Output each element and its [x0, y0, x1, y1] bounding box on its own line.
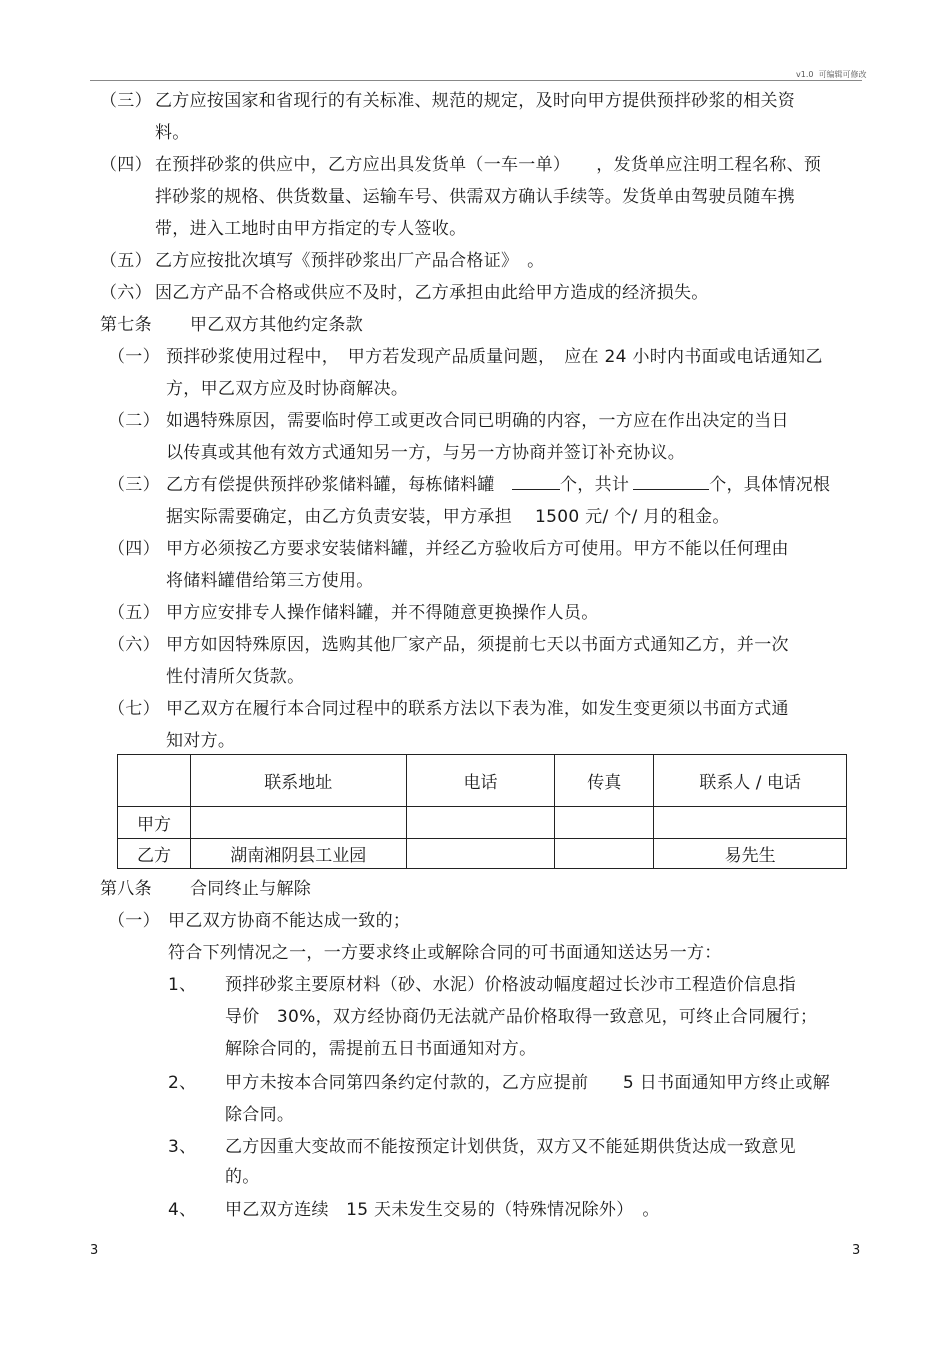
table-cell — [190, 807, 406, 839]
clause-text: 如遇特殊原因，需要临时停工或更改合同已明确的内容，一方应在作出决定的当日 — [166, 411, 789, 431]
clause-text: 带，进入工地时由甲方指定的专人签收。 — [155, 219, 467, 239]
article-title: 甲乙双方其他约定条款 — [190, 315, 363, 335]
clause-text: 因乙方产品不合格或供应不及时，乙方承担由此给甲方造成的经济损失。 — [155, 283, 709, 303]
item-text: 除合同。 — [225, 1105, 295, 1125]
clause-num: （一） — [108, 911, 160, 931]
article-title: 合同终止与解除 — [190, 879, 312, 899]
item-text: 解除合同的，需提前五日书面通知对方。 — [225, 1039, 537, 1059]
clause-text: 乙方应按批次填写《预拌砂浆出厂产品合格证》 。 — [155, 251, 545, 271]
clause-text: 甲方如因特殊原因，选购其他厂家产品，须提前七天以书面方式通知乙方，并一次 — [166, 635, 789, 655]
blank-line — [633, 475, 709, 490]
table-header-cell: 联系人 / 电话 — [654, 755, 847, 807]
clause-text: 符合下列情况之一，一方要求终止或解除合同的可书面通知送达另一方： — [168, 943, 722, 963]
clause-text: 将储料罐借给第三方使用。 — [166, 571, 374, 591]
table-row — [118, 839, 847, 869]
clause-text: 预拌砂浆使用过程中， 甲方若发现产品质量问题， 应在 24 小时内书面或电话通知乙 — [166, 347, 823, 367]
clause-text: 乙方应按国家和省现行的有关标准、规范的规定，及时向甲方提供预拌砂浆的相关资 — [155, 91, 796, 111]
item-num: 2、 — [168, 1073, 197, 1093]
clause-num: （四） — [108, 539, 160, 559]
table-header-row — [118, 755, 847, 807]
clause-text: 在预拌砂浆的供应中，乙方应出具发货单（一车一单） ，发货单应注明工程名称、预 — [155, 155, 822, 175]
clause-num: （六） — [100, 283, 152, 303]
article-num: 第八条 — [100, 879, 152, 899]
clause-text: 方，甲乙双方应及时协商解决。 — [166, 379, 409, 399]
table-cell: 湖南湘阴县工业园 — [190, 839, 406, 869]
item-text: 乙方因重大变故而不能按预定计划供货，双方又不能延期供货达成一致意见 — [225, 1137, 796, 1157]
clause-num: （一） — [108, 347, 160, 367]
table-cell — [555, 839, 654, 869]
header-rule — [90, 80, 862, 81]
table-header-cell: 联系地址 — [190, 755, 406, 807]
item-text: 甲方未按本合同第四条约定付款的，乙方应提前 5 日书面通知甲方终止或解 — [225, 1073, 831, 1093]
item-text: 预拌砂浆主要原材料（砂、水泥）价格波动幅度超过长沙市工程造价信息指 — [225, 975, 796, 995]
clause-text-b: 个，共计 — [560, 475, 630, 495]
clause-text: 知对方。 — [166, 731, 236, 751]
clause-text: 性付清所欠货款。 — [166, 667, 305, 687]
table-cell: 乙方 — [118, 839, 191, 869]
clause-text-a: 乙方有偿提供预拌砂浆储料罐，每栋储料罐 — [166, 475, 512, 495]
table-cell — [555, 807, 654, 839]
version-label: v1.0 — [796, 70, 814, 79]
article-num: 第七条 — [100, 315, 152, 335]
table-row — [118, 807, 847, 839]
clause-text — [166, 475, 830, 495]
edit-note: 可编辑可修改 — [818, 70, 867, 79]
clause-text-c: 个，具体情况根 — [709, 475, 831, 495]
clause-num: （五） — [108, 603, 160, 623]
item-num: 1、 — [168, 975, 197, 995]
page-number-left: 3 — [90, 1243, 99, 1258]
item-num: 3、 — [168, 1137, 197, 1157]
clause-num: （三） — [100, 91, 152, 111]
clause-text: 料。 — [155, 123, 190, 143]
item-num: 4、 — [168, 1200, 197, 1220]
table-cell: 易先生 — [654, 839, 847, 869]
item-text: 导价 30%，双方经协商仍无法就产品价格取得一致意见，可终止合同履行； — [225, 1007, 818, 1027]
table-cell — [654, 807, 847, 839]
clause-num: （六） — [108, 635, 160, 655]
table-cell — [406, 807, 555, 839]
table-cell — [406, 839, 555, 869]
page-number-right: 3 — [852, 1243, 861, 1258]
clause-text: 拌砂浆的规格、供货数量、运输车号、供需双方确认手续等。发货单由驾驶员随车携 — [155, 187, 796, 207]
item-text: 的。 — [225, 1167, 260, 1187]
clause-num: （四） — [100, 155, 152, 175]
item-text: 甲乙双方连续 15 天未发生交易的（特殊情况除外） 。 — [225, 1200, 660, 1220]
clause-text: 据实际需要确定，由乙方负责安装，甲方承担 1500 元/ 个/ 月的租金。 — [166, 507, 730, 527]
clause-num: （二） — [108, 411, 160, 431]
page-header — [796, 69, 867, 80]
clause-num: （三） — [108, 475, 160, 495]
clause-text: 甲乙双方协商不能达成一致的； — [168, 911, 411, 931]
clause-text: 甲乙双方在履行本合同过程中的联系方法以下表为准，如发生变更须以书面方式通 — [166, 699, 789, 719]
clause-num: （七） — [108, 699, 160, 719]
clause-num: （五） — [100, 251, 152, 271]
table-header-cell: 传真 — [555, 755, 654, 807]
table-header-cell — [118, 755, 191, 807]
contact-table — [117, 754, 847, 869]
clause-text: 以传真或其他有效方式通知另一方，与另一方协商并签订补充协议。 — [166, 443, 685, 463]
blank-line — [512, 475, 560, 490]
clause-text: 甲方应安排专人操作储料罐，并不得随意更换操作人员。 — [166, 603, 599, 623]
table-cell: 甲方 — [118, 807, 191, 839]
clause-text: 甲方必须按乙方要求安装储料罐，并经乙方验收后方可使用。甲方不能以任何理由 — [166, 539, 789, 559]
table-header-cell: 电话 — [406, 755, 555, 807]
